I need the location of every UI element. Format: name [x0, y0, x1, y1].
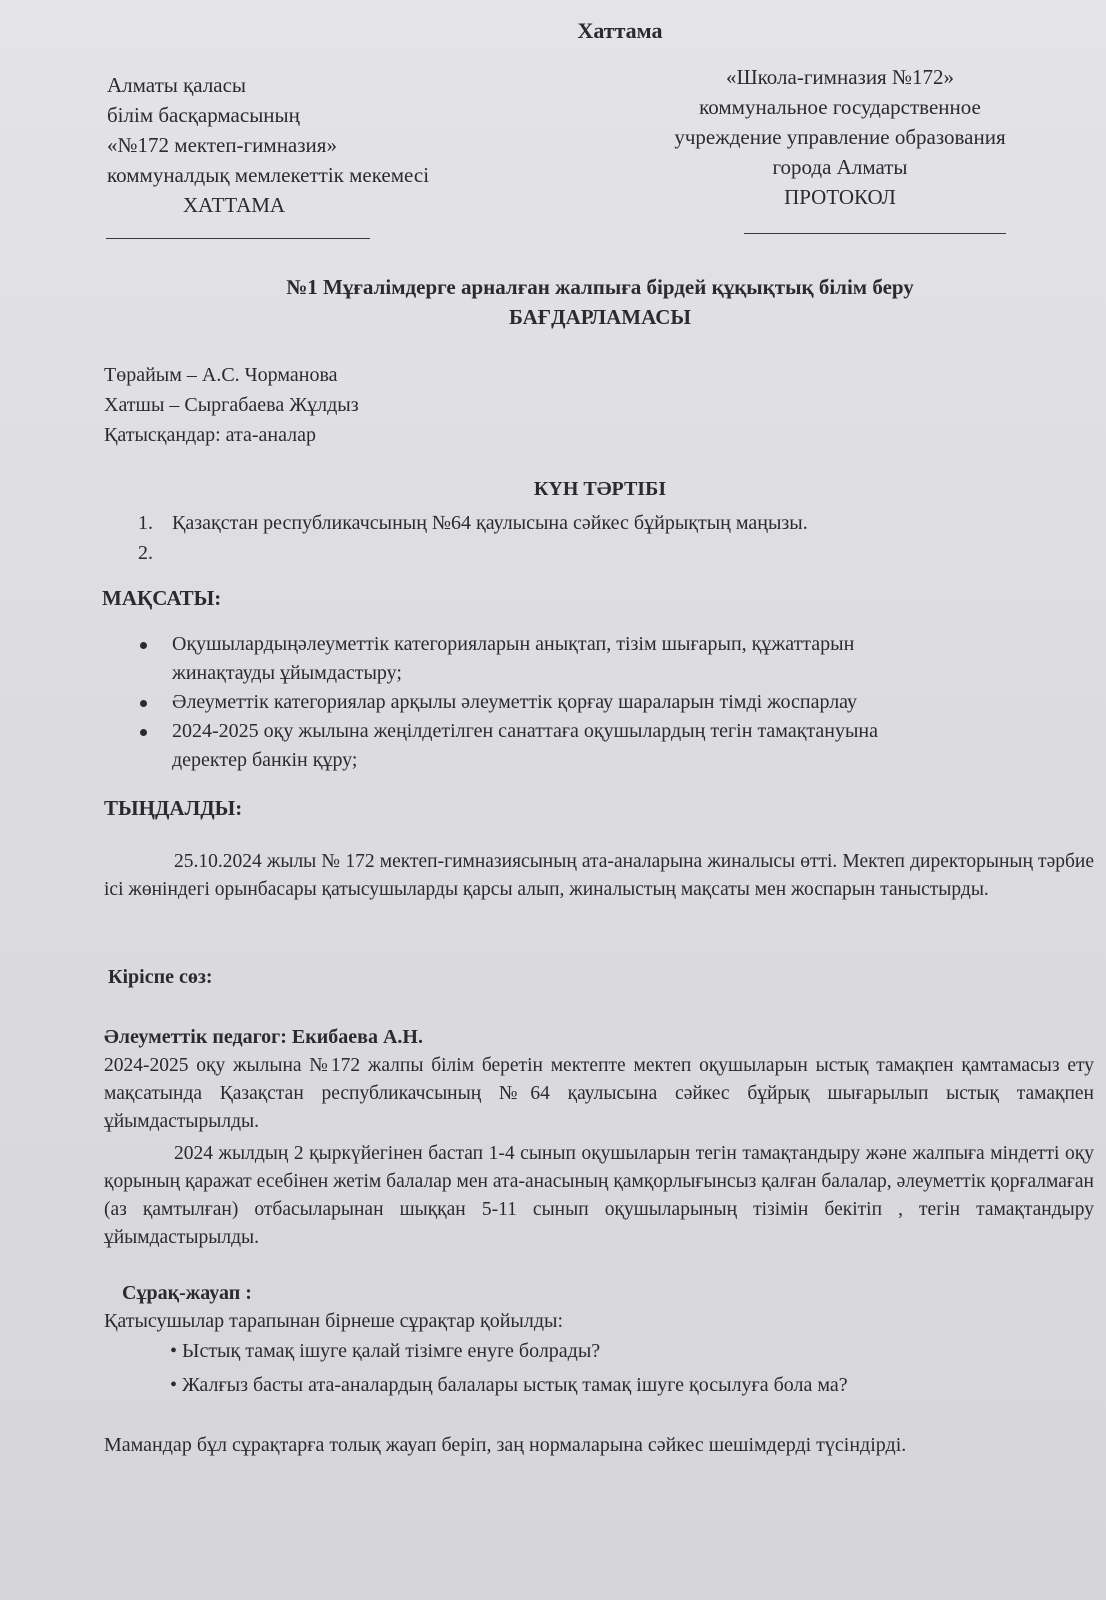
left-header-protocol-word: ХАТТАМА: [183, 193, 286, 217]
agenda-item-number: 2.: [138, 542, 153, 564]
attendance-block: [104, 360, 359, 450]
agenda-list: [138, 508, 808, 568]
qa-intro: Қатысушылар тарапынан бірнеше сұрақтар қойылды:: [104, 1310, 564, 1332]
qa-heading: Сұрақ-жауап :: [122, 1282, 252, 1304]
right-header-line: города Алматы: [772, 155, 908, 179]
participants: Қатысқандар: ата-аналар: [104, 424, 317, 446]
speaker-paragraph-1: 2024-2025 оқу жылына №172 жалпы білім беретін мектепте мектеп оқушыларын ыстық тамақпен қамтамасыз ету мақсатында Қазақстан республикачсының №64 қаулысына сәйкес бұйрық шығарылып ыстық тамақпен ұйымдастырылды.: [104, 1055, 1094, 1132]
speaker-name: Әлеуметтік педагог: Екибаева А.Н.: [104, 1026, 423, 1048]
right-signature-line: [744, 233, 1006, 234]
left-header-line: «№172 мектеп-гимназия»: [107, 133, 337, 157]
program-title-line: БАҒДАРЛАМАСЫ: [509, 305, 691, 329]
program-title: [0, 272, 1106, 332]
bullet-icon: [140, 642, 147, 649]
right-header-russian: [640, 62, 1040, 212]
chair: Төрайым – А.С. Чорманова: [104, 364, 338, 386]
document-title: Хаттама: [577, 18, 663, 43]
agenda-item-text: Қазақстан республикачсының №64 қаулысына сәйкес бұйрықтың маңызы.: [172, 512, 808, 534]
agenda-heading: КҮН ТӘРТІБІ: [533, 478, 667, 500]
program-title-line: №1 Мұғалімдерге арналған жалпыға бірдей құқықтық білім беру: [286, 275, 914, 299]
question-list: [170, 1334, 848, 1402]
goal-item: 2024-2025 оқу жылына жеңілдетілген санаттаға оқушылардың тегін тамақтануына деректер банкін құру;: [140, 717, 878, 775]
goal-item: Оқушылардыңәлеуметтік категорияларын анықтап, тізім шығарып, құжаттарын жинақтауды ұйымдастыру;: [140, 630, 878, 688]
agenda-item-number: 1.: [138, 512, 153, 534]
question-item: • Жалғыз басты ата-аналардың балалары ыстық тамақ ішуге қосылуға бола ма?: [170, 1374, 848, 1396]
left-signature-line: [106, 238, 370, 239]
left-header-kazakh: [107, 70, 429, 220]
secretary: Хатшы – Сыргабаева Жұлдыз: [104, 394, 359, 416]
bullet-icon: [140, 729, 147, 736]
goals-heading: МАҚСАТЫ:: [102, 586, 222, 610]
left-header-line: білім басқармасының: [107, 103, 300, 127]
agenda-item: [138, 508, 808, 538]
agenda-item: [138, 538, 808, 568]
goals-list: [140, 630, 878, 775]
right-header-line: коммунальное государственное: [699, 95, 981, 119]
intro-heading: Кіріспе сөз:: [108, 966, 213, 988]
speaker-paragraph-2: 2024 жылдың 2 қыркүйегінен бастап 1-4 сынып оқушыларын тегін тамақтандыру және жалпыға міндетті оқу қорының қаражат есебінен жетім балалар мен ата-анасының қамқорлығынсыз қалған балалар, әлеуметтік қорғалмаған (аз қамтылған) отбасыларынан шыққан 5-11 сынып оқушыларының тізімін бекітіп , тегін тамақтандыру ұйымдастырылды.: [104, 1143, 1094, 1248]
goal-item: Әлеуметтік категориялар арқылы әлеуметтік қорғау шараларын тімді жоспарлау: [140, 688, 878, 717]
heard-heading: ТЫҢДАЛДЫ:: [104, 796, 243, 820]
right-header-line: учреждение управление образования: [674, 125, 1006, 149]
question-item: • Ыстық тамақ ішуге қалай тізімге енуге болрады?: [170, 1340, 601, 1362]
right-header-line: «Школа-гимназия №172»: [725, 65, 955, 89]
left-header-line: коммуналдық мемлекеттік мекемесі: [107, 163, 430, 187]
qa-conclusion: Мамандар бұл сұрақтарға толық жауап беріп, заң нормаларына сәйкес шешімдерді түсіндірді.: [104, 1434, 907, 1456]
bullet-icon: [140, 700, 147, 707]
right-header-protocol-word: ПРОТОКОЛ: [784, 185, 896, 209]
left-header-line: Алматы қаласы: [107, 73, 247, 97]
heard-paragraph: 25.10.2024 жылы № 172 мектеп-гимназиясының ата-аналарына жиналысы өтті. Мектеп директорының тәрбие ісі жөніндегі орынбасары қатысушыларды қарсы алып, жиналыстың мақсаты мен жоспарын таныстырды.: [104, 851, 1094, 900]
